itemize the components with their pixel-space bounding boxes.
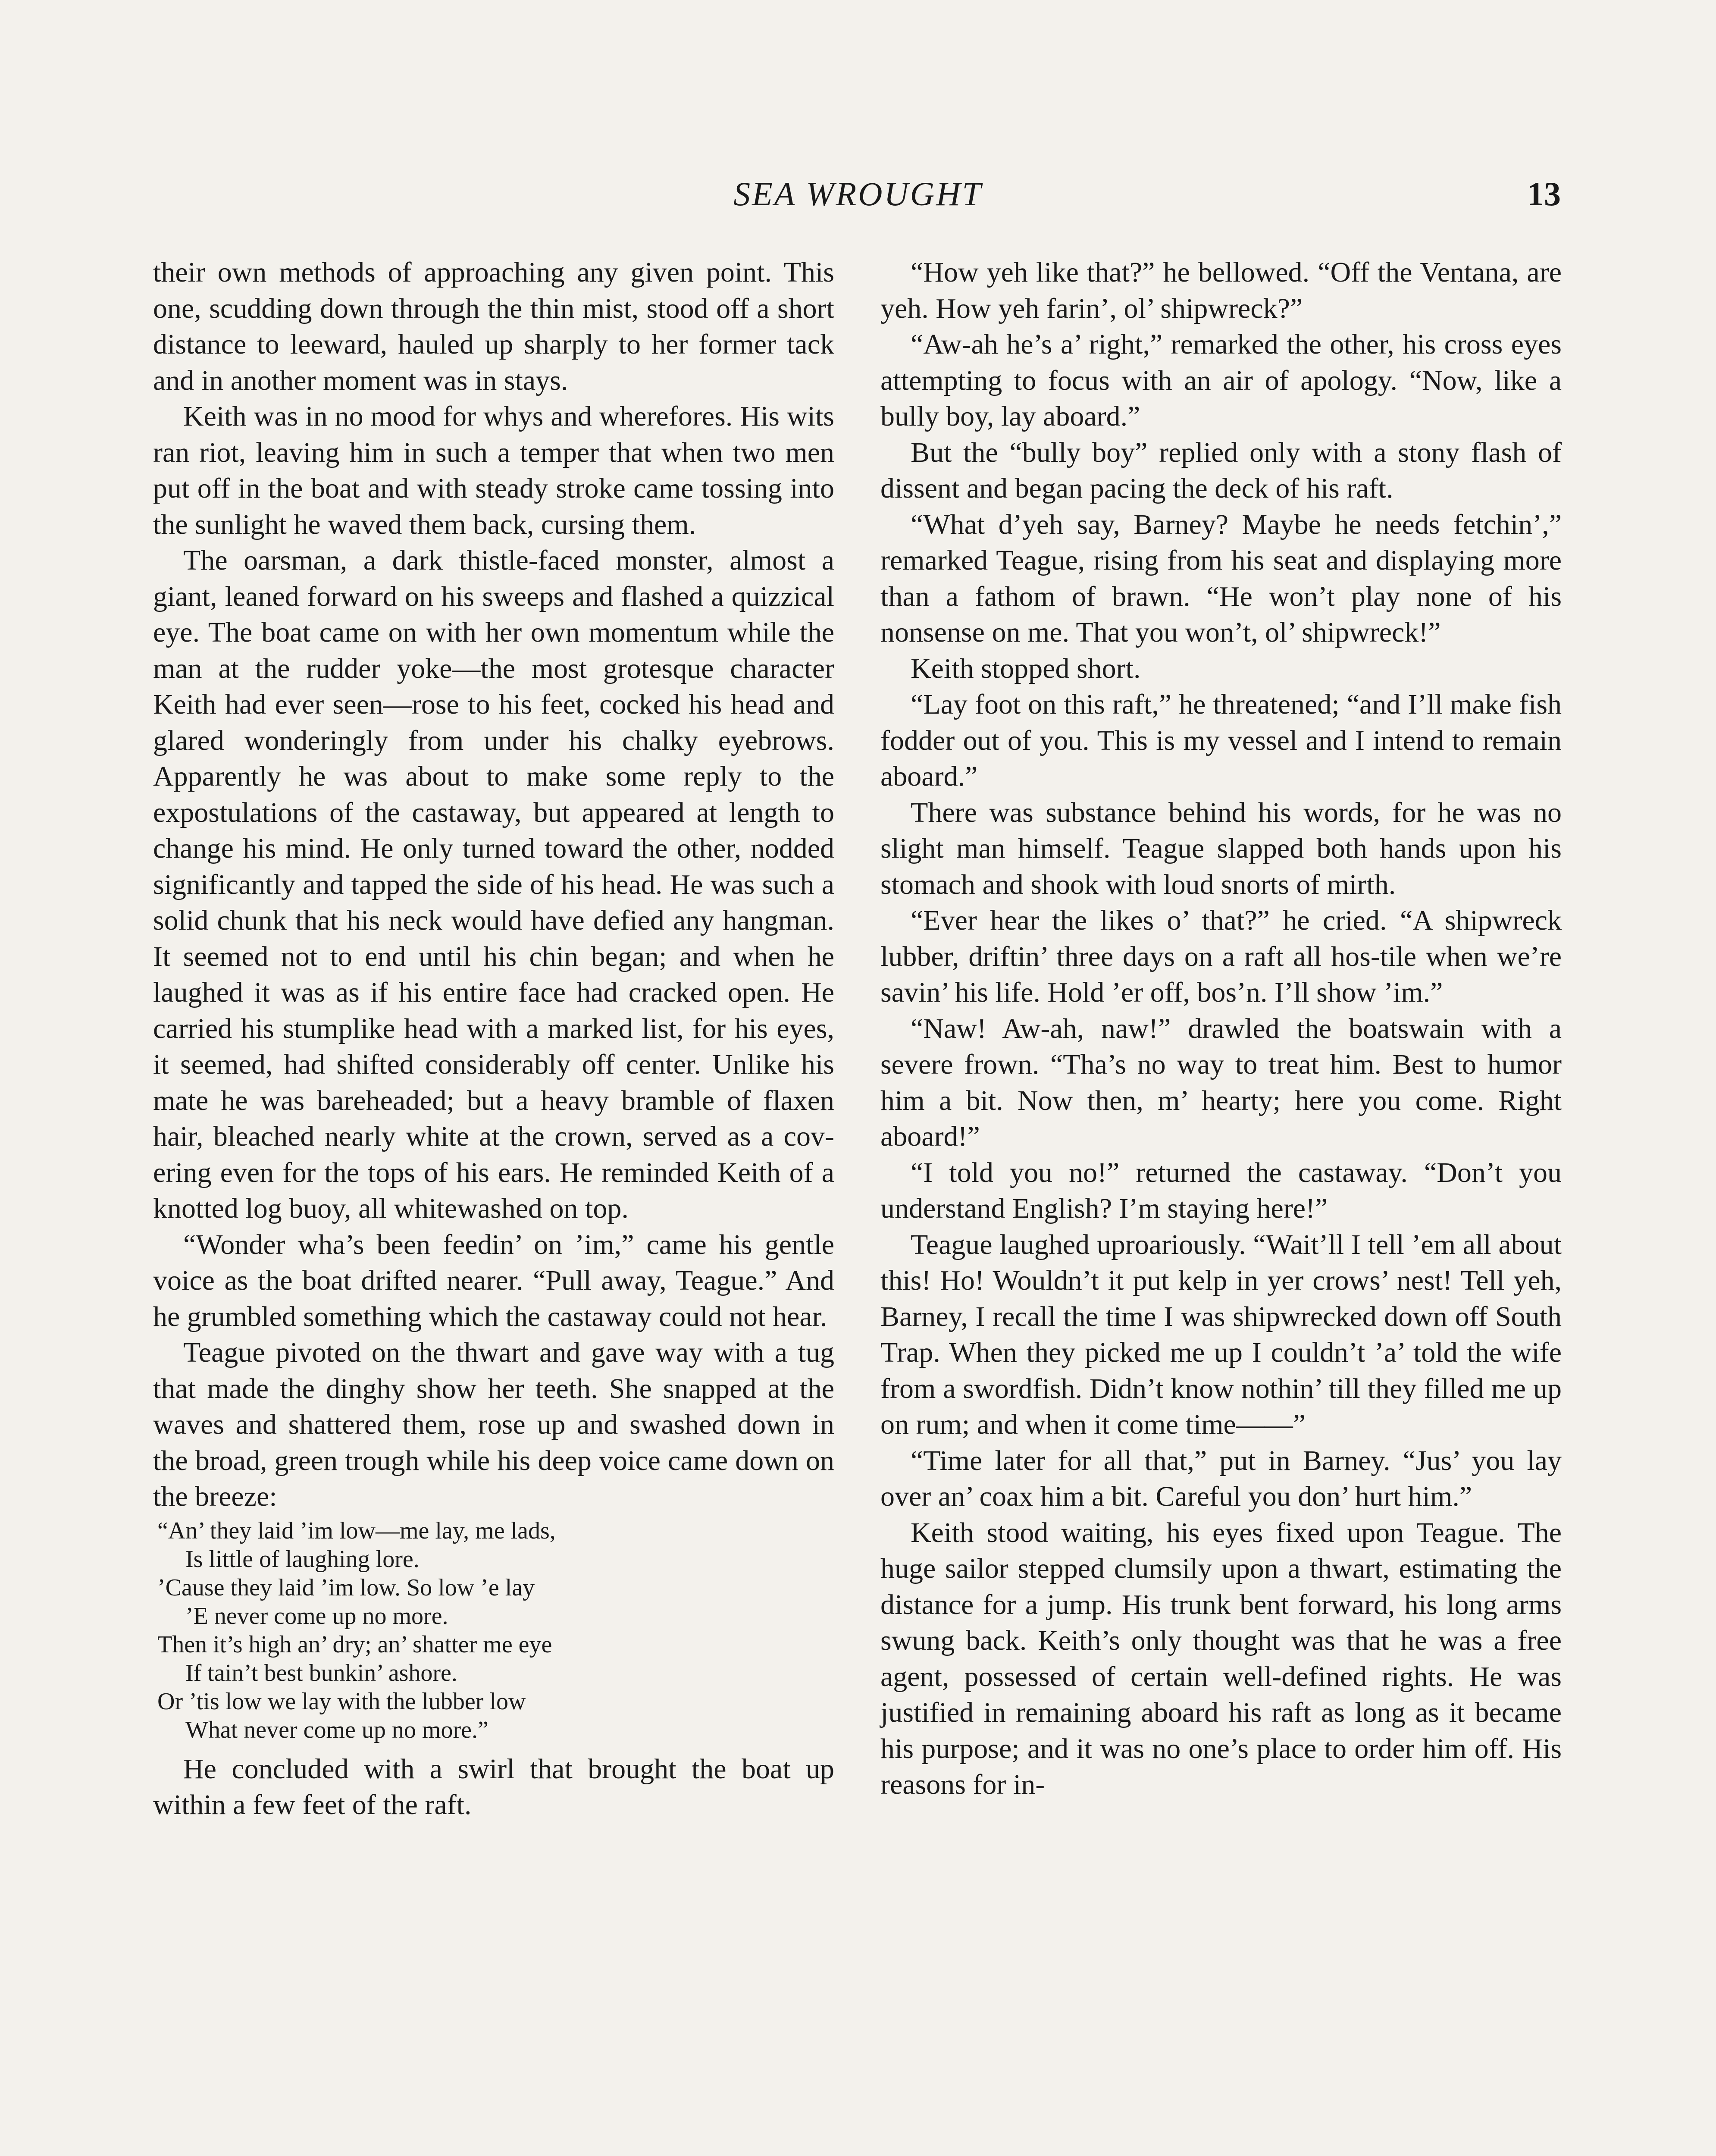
paragraph: their own methods of approaching any given point. This one, scudding down through the thin mist, stood off a short distance to leeward, hauled up sharply to her former tack and in another moment was in stays. (153, 257, 834, 396)
verse-line: ’Cause they laid ’im low. So low ’e lay (157, 1574, 535, 1601)
verse-line: ’E never come up no more. (185, 1602, 448, 1630)
paragraph: “Naw! Aw-ah, naw!” drawled the boatswain with a severe frown. “Tha’s no way to treat him. Best to humor him a bit. Now then, m’ hearty; here you come. Right aboard!” (880, 1012, 1562, 1152)
paragraph: “Aw-ah he’s a’ right,” remarked the other, his cross eyes attempting to focus with an air of apology. “Now, like a bully boy, lay aboard.” (880, 329, 1562, 432)
verse-line: “An’ they laid ’im low—me lay, me lads, (157, 1517, 556, 1544)
paragraph: “Lay foot on this raft,” he threatened; “and I’ll make fish fodder out of you. This is my vessel and I intend to remain aboard.” (880, 689, 1562, 792)
paragraph: “Time later for all that,” put in Barney. “Jus’ you lay over an’ coax him a bit. Careful you don’ hurt him.” (880, 1445, 1562, 1512)
page-number: 13 (1527, 175, 1561, 213)
verse-line: Is little of laughing lore. (185, 1545, 420, 1573)
paragraph: “Wonder wha’s been feedin’ on ’im,” came his gentle voice as the boat drifted nearer. “Pull away, Teague.” And he grumbled something which the castaway could not hear. (153, 1228, 834, 1332)
paragraph: There was substance behind his words, for he was no slight man himself. Teague slapped both hands upon his stomach and shook with loud snorts of mirth. (880, 796, 1562, 900)
paragraph: But the “bully boy” replied only with a stony flash of dissent and began pacing the deck of his raft. (880, 436, 1562, 504)
paragraph: Keith stopped short. (911, 652, 1141, 684)
paragraph: “How yeh like that?” he bellowed. “Off the Ventana, are yeh. How yeh farin’, ol’ shipwreck?” (880, 257, 1562, 324)
verse-line: If tain’t best bunkin’ ashore. (185, 1659, 457, 1686)
paragraph: Keith was in no mood for whys and wherefores. His wits ran riot, leaving him in such a temper that when two men put off in the boat and with steady stroke came tossing into the sunlight he waved them back, cursing them. (153, 401, 834, 540)
left-column (153, 254, 834, 1823)
paragraph: Teague pivoted on the thwart and gave way with a tug that made the dinghy show her teeth. She snapped at the waves and shattered them, rose up and swashed down in the broad, green trough while his deep voice came down on the breeze: (153, 1337, 834, 1512)
verse-line: Or ’tis low we lay with the lubber low (157, 1688, 526, 1715)
verse-line: What never come up no more.” (185, 1716, 488, 1743)
running-head (0, 175, 1716, 226)
song-verse (153, 1517, 834, 1744)
paragraph: The oarsman, a dark thistle-faced monster, almost a giant, leaned forward on his sweeps and flashed a quizzical eye. The boat came on with her own momentum while the man at the rudder yoke—the most grotesque character Keith had ever seen—rose to his feet, cocked his head and glared wonderingly from under his chalky eyebrows. Apparently he was about to make some reply to the expostulations of the castaway, but appeared at length to change his mind. He only turned toward the other, nodded significantly and tapped the side of his head. He was such a solid chunk that his neck would have defied any hangman. It seemed not to end until his chin began; and when he laughed it was as if his entire face had cracked open. He carried his stumplike head with a marked list, for his eyes, it seemed, had shifted considerably off center. Unlike his mate he was bareheaded; but a heavy bramble of flaxen hair, bleached nearly white at the crown, served as a covering even for the tops of his ears. He reminded Keith of a knotted log buoy, all whitewashed on top. (153, 545, 834, 1224)
running-title: SEA WROUGHT (733, 175, 983, 213)
verse-line: Then it’s high an’ dry; an’ shatter me eye (157, 1631, 552, 1658)
paragraph: “Ever hear the likes o’ that?” he cried. “A shipwreck lubber, driftin’ three days on a raft all hos-tile when we’re savin’ his life. Hold ’er off, bos’n. I’ll show ’im.” (880, 905, 1562, 1008)
right-column (880, 254, 1562, 1803)
paragraph: He concluded with a swirl that brought the boat up within a few feet of the raft. (153, 1753, 834, 1821)
paragraph: “What d’yeh say, Barney? Maybe he needs fetchin’,” remarked Teague, rising from his seat and displaying more than a fathom of brawn. “He won’t play none of his nonsense on me. That you won’t, ol’ shipwreck!” (880, 508, 1562, 648)
paragraph: “I told you no!” returned the castaway. “Don’t you understand English? I’m staying here!” (880, 1156, 1562, 1224)
paragraph: Keith stood waiting, his eyes fixed upon Teague. The huge sailor stepped clumsily upon a thwart, estimating the distance for a jump. His trunk bent forward, his long arms swung back. Keith’s only thought was that he was a free agent, possessed of certain well-defined rights. He was justified in remaining aboard his raft as long as it became his purpose; and it was no one’s place to order him off. His reasons for in- (880, 1517, 1562, 1800)
paragraph: Teague laughed uproariously. “Wait’ll I tell ’em all about this! Ho! Wouldn’t it put kelp in yer crows’ nest! Tell yeh, Barney, I recall the time I was shipwrecked down off South Trap. When they picked me up I couldn’t ’a’ told the wife from a swordfish. Didn’t know nothin’ till they filled me up on rum; and when it come time——” (880, 1228, 1562, 1440)
